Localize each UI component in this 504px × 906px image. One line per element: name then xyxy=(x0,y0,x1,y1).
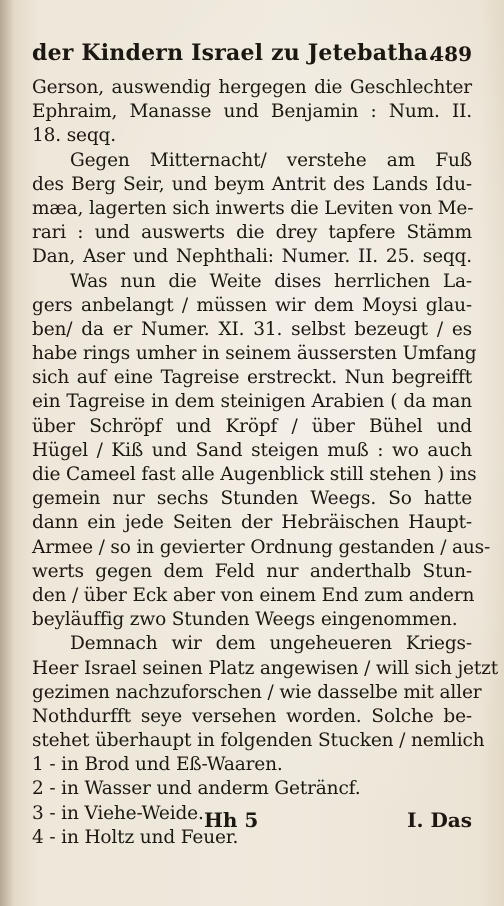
paragraph-start-line: Gegen Mitternacht/ verstehe am Fuß xyxy=(70,149,472,171)
text-line: des Berg Seir, und beym Antrit des Lands Idu- xyxy=(32,173,472,195)
signature-mark: Hh 5 xyxy=(204,808,259,832)
text-line: Heer Israel seinen Platz angewisen / will sich jetzt xyxy=(32,657,499,679)
text-line: den / über Eck aber von einem End zum andern xyxy=(32,584,475,606)
list-item: 2 - in Wasser und anderm Geträncf. xyxy=(32,778,361,800)
text-line: ben/ da er Numer. XI. 31. selbst bezeugt / es xyxy=(32,318,472,340)
page-number: 489 xyxy=(430,42,472,66)
text-line: stehet überhaupt in folgenden Stucken / nemlich xyxy=(32,730,485,752)
text-line: habe rings umher in seinem äussersten Umfang xyxy=(32,343,477,365)
catchword: I. Das xyxy=(407,808,472,832)
list-item: 4 - in Holtz und Feuer. xyxy=(32,826,239,848)
body-text xyxy=(32,76,499,850)
list-item: 3 - in Viehe-Weide. xyxy=(32,802,204,824)
gutter-shadow xyxy=(0,0,14,906)
list-item: 1 - in Brod und Eß-Waaren. xyxy=(32,754,283,776)
text-line: die Cameel fast alle Augenblick still stehen ) ins xyxy=(32,464,477,485)
page-footer xyxy=(32,808,472,838)
text-line: über Schröpf und Kröpf / über Bühel und xyxy=(32,415,472,437)
page-header xyxy=(32,40,472,74)
paragraph-start-line: Was nun die Weite dises herrlichen La- xyxy=(70,270,472,292)
paragraph-start-line: Demnach wir dem ungeheueren Kriegs- xyxy=(70,633,472,655)
text-line: Nothdurfft seye versehen worden. Solche be- xyxy=(32,705,472,727)
text-line: gers anbelangt / müssen wir dem Moysi glau- xyxy=(32,294,472,316)
text-line: beyläuffig zwo Stunden Weegs eingenommen. xyxy=(32,609,458,631)
text-line: gemein nur sechs Stunden Weegs. So hatte xyxy=(32,488,472,510)
text-line: Hügel / Kiß und Sand steigen muß : wo auch xyxy=(32,439,472,461)
text-line: Ephraim, Manasse und Benjamin : Num. II. xyxy=(32,101,472,123)
text-line: dann ein jede Seiten der Hebräischen Haupt- xyxy=(32,512,472,534)
text-line: gezimen nachzuforschen / wie dasselbe mit aller xyxy=(32,681,482,703)
running-title: der Kindern Israel zu Jetebatha. xyxy=(32,40,437,66)
text-line: Gerson, auswendig hergegen die Geschlechter xyxy=(32,77,472,98)
text-line: 18. seqq. xyxy=(32,125,116,147)
text-line: ein Tagreise in dem steinigen Arabien ( da man xyxy=(32,391,472,413)
text-line: sich auf eine Tagreise erstreckt. Nun begreifft xyxy=(32,367,472,389)
text-line: werts gegen dem Feld nur anderthalb Stun- xyxy=(32,560,472,582)
text-line: mæa, lagerten sich inwerts die Leviten von Me- xyxy=(32,197,474,219)
text-line: Armee / so in gevierter Ordnung gestanden / aus- xyxy=(32,536,491,558)
text-line: Dan, Aser und Nephthali: Numer. II. 25. seqq. xyxy=(32,246,472,268)
text-line: rari : und auswerts die drey tapfere Stämm xyxy=(32,222,472,244)
